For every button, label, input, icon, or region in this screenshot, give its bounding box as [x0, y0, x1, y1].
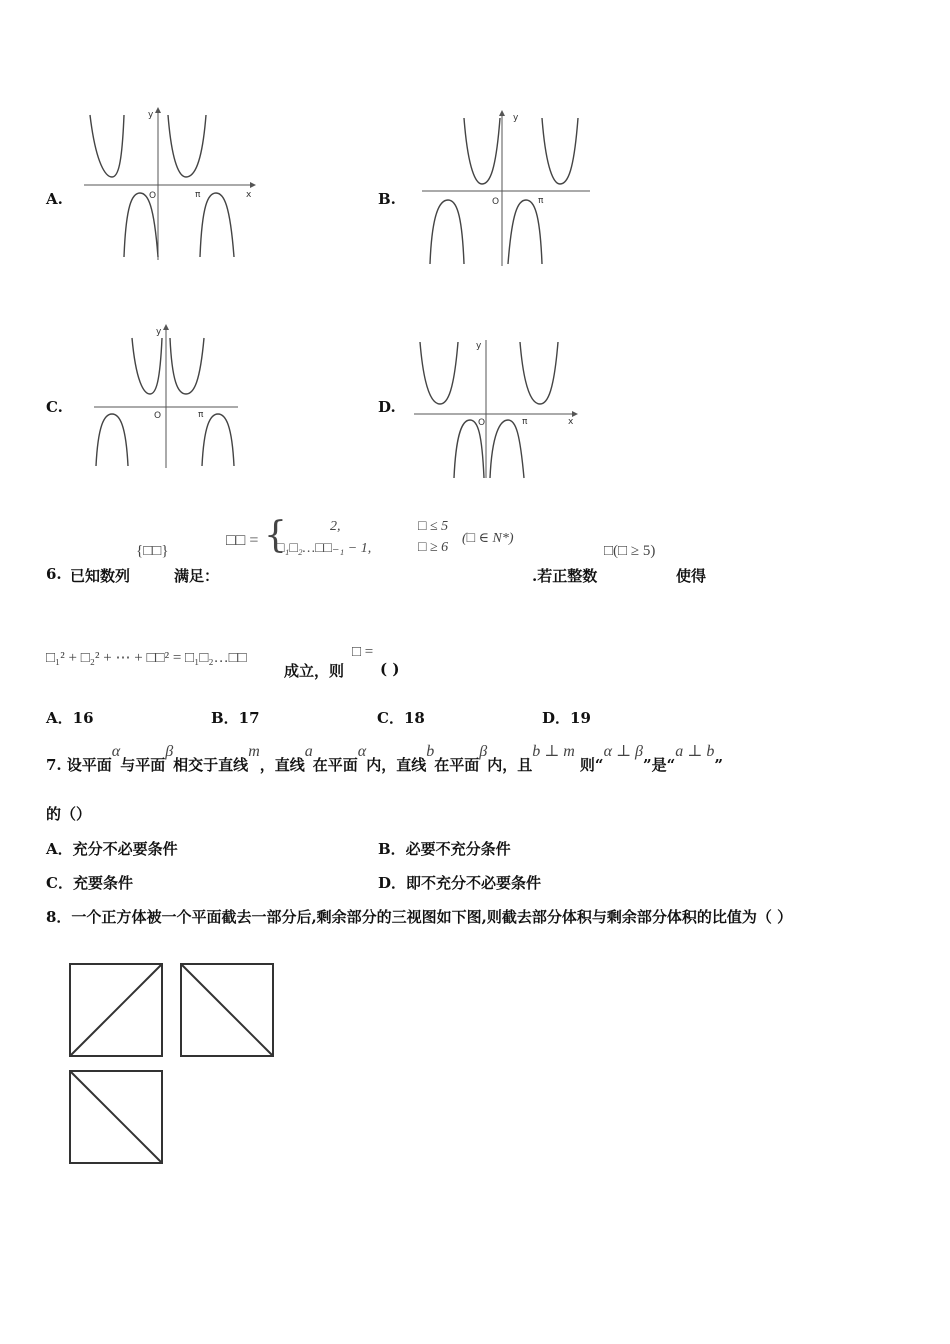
- q7-text: 在平面: [312, 756, 358, 774]
- q6-text-2: 满足：: [174, 567, 220, 585]
- a-symbol: a: [304, 743, 313, 760]
- q7-option-d: D．即不充分不必要条件: [378, 874, 542, 892]
- q6-text-5: 成立，则: [284, 662, 345, 680]
- q6-option-b: B．17: [211, 709, 260, 727]
- option-b-label: B.: [378, 190, 396, 208]
- q6-text-4: 使得: [676, 567, 707, 585]
- q7-option-b: B．必要不充分条件: [378, 840, 511, 858]
- front-view: [68, 962, 164, 1058]
- q7-text: 内，且: [487, 756, 533, 774]
- origin-label: O: [492, 197, 500, 207]
- side-view: [179, 962, 275, 1058]
- beta-symbol: β: [479, 743, 488, 760]
- origin-label: O: [154, 411, 162, 421]
- y-axis-label: y: [513, 113, 519, 123]
- alpha-symbol: α: [111, 743, 121, 760]
- case1-condition: □ ≤ 5: [418, 519, 449, 534]
- pi-label: π: [522, 417, 528, 427]
- q7-text: 设平面: [66, 756, 112, 774]
- q7-number: 7.: [46, 756, 62, 774]
- option-c-label: C.: [46, 398, 63, 416]
- quote-open: “: [594, 756, 604, 774]
- graph-option-a: [82, 105, 262, 265]
- graph-option-d: [412, 336, 580, 481]
- def-lhs: □□ =: [226, 532, 259, 549]
- b-symbol: b: [426, 743, 435, 760]
- graph-option-b: [420, 108, 595, 268]
- q8-text: 8．一个正方体被一个平面截去一部分后,剩余部分的三视图如下图,则截去部分体积与剩余部分体积的比值为（ ）: [46, 908, 793, 926]
- x-axis-label: x: [568, 417, 574, 427]
- q7-option-a: A．充分不必要条件: [46, 840, 178, 858]
- alpha-perp-beta: α ⊥ β: [603, 743, 643, 760]
- q7-tail: 的（）: [46, 805, 92, 823]
- k-equals: □ =: [352, 644, 374, 660]
- domain-condition: (□ ∈ N*): [462, 531, 514, 546]
- q6-option-c: C．18: [377, 709, 425, 727]
- case2-condition: □ ≥ 6: [418, 540, 449, 555]
- graph-option-c: [92, 322, 242, 472]
- b-perp-m: b ⊥ m: [532, 743, 575, 760]
- q6-number: 6.: [46, 565, 62, 583]
- q7-text: 在平面: [434, 756, 480, 774]
- y-axis-label: y: [476, 341, 482, 351]
- alpha-symbol: α: [357, 743, 367, 760]
- q7-text: 是: [651, 756, 667, 774]
- q7-text: 与平面: [120, 756, 166, 774]
- q6-paren: ( ): [380, 660, 400, 678]
- x-axis-label: x: [246, 190, 252, 200]
- option-d-label: D.: [378, 398, 396, 416]
- quote-close: ”: [714, 756, 723, 774]
- q7-option-c: C．充要条件: [46, 874, 133, 892]
- sequence-symbol: {□□}: [136, 543, 169, 559]
- q7-text: 则: [579, 756, 595, 774]
- origin-label: O: [478, 418, 486, 428]
- quote-open: “: [666, 756, 676, 774]
- q6-text-1: 已知数列: [70, 567, 131, 585]
- k-condition: □(□ ≥ 5): [604, 543, 656, 559]
- piecewise-brace: {: [264, 515, 287, 556]
- y-axis-label: y: [148, 110, 154, 120]
- pi-label: π: [538, 196, 544, 206]
- q6-text-3: .若正整数: [532, 567, 598, 585]
- case2-value: □₁□₂…□□₋₁ − 1,: [276, 541, 372, 556]
- quote-close: ”: [642, 756, 652, 774]
- origin-label: O: [149, 191, 157, 201]
- m-symbol: m: [248, 743, 260, 760]
- pi-label: π: [195, 190, 201, 200]
- q7-text: ，直线: [259, 756, 305, 774]
- q7-text: 内，直线: [366, 756, 427, 774]
- pi-label: π: [198, 410, 204, 420]
- beta-symbol: β: [165, 743, 174, 760]
- q7-line: [46, 740, 723, 774]
- y-axis-label: y: [156, 327, 162, 337]
- option-a-label: A.: [46, 190, 63, 208]
- case1-value: 2,: [330, 519, 341, 534]
- top-view: [68, 1069, 164, 1165]
- a-perp-b: a ⊥ b: [675, 743, 715, 760]
- q6-equation: □₁² + □₂² + ⋯ + □□² = □₁□₂…□□: [46, 650, 247, 666]
- q6-option-d: D．19: [542, 709, 591, 727]
- q6-option-a: A．16: [46, 709, 94, 727]
- q7-text: 相交于直线: [173, 756, 249, 774]
